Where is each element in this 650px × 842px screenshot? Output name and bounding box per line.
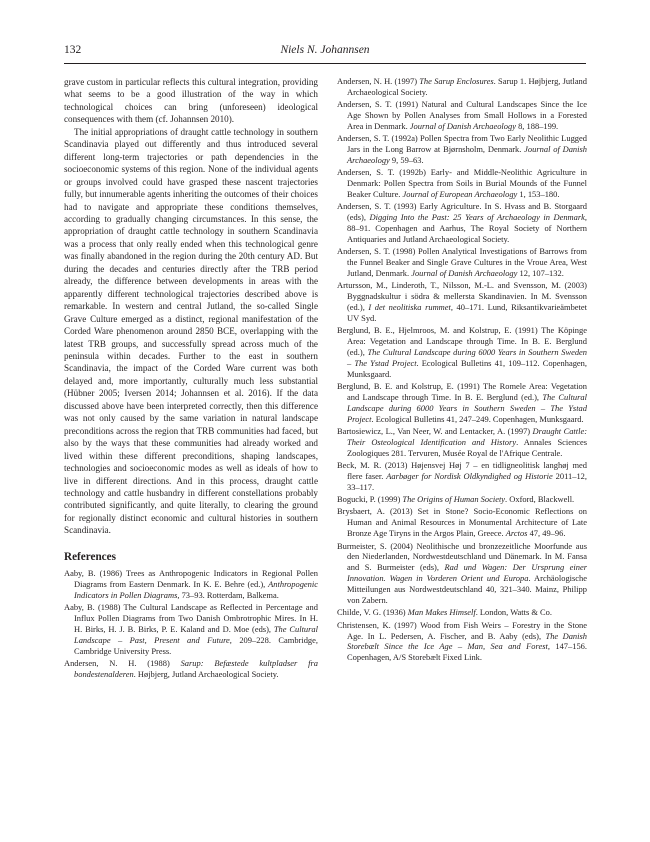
reference-entry: Bartosiewicz, L., Van Neer, W. and Lentacker, A. (1997) Draught Cattle: Their Osteological Identification and History. Annales Sciences Zoologiques 281. Tervuren, Musée Royal de l'Afrique Centrale. <box>337 426 588 459</box>
reference-list-right <box>337 76 587 663</box>
running-header <box>64 44 586 64</box>
right-column <box>337 76 587 665</box>
reference-entry: Beck, M. R. (2013) Højensvej Høj 7 – en tidligneolitisk langhøj med flere faser. Aarbøger for Nordisk Oldkyndighed og Historie 2011–12, 33–117. <box>337 460 587 493</box>
reference-entry: Andersen, S. T. (1992a) Pollen Spectra from Two Early Neolithic Lugged Jars in the Long Barrow at Bjørnsholm, Denmark. Journal of Danish Archaeology 9, 59–63. <box>337 133 587 166</box>
reference-entry: Andersen, S. T. (1993) Early Agriculture. In S. Hvass and B. Storgaard (eds), Digging Into the Past: 25 Years of Archaeology in Denmark, 88–91. Copenhagen and Aarhus, The Royal Society of Northern Antiquaries and Jutland Archaeological Society. <box>337 201 587 245</box>
body-paragraph: The initial appropriations of draught cattle technology in southern Scandinavia played out differently and thus introduced several different long-term trajectories or path dependencies in the socioeconomic systems of this region. None of the individual agents or groups involved could have grasped these nascent trajectories fully, but innumerable agents inheriting the outcomes of their choices had to navigate and appropriate these conditions themselves, according to gradually changing circumstances. In this sense, the appropriation of draught cattle technology in southern Scandinavia was a process that only really ended when this technological genre was finally abandoned in the region during the 20th century AD. But during the decades and centuries directly after the TRB period already, the difference between developments in areas with the apparently different technological trajectories described above is remarkable. In western and central Jutland, the so-called Single Grave Culture emerged as a distinct, regional manifestation of the Corded Ware phenomenon around 2850 BCE, overlapping with the latest TRB groups, and successfully spread across much of the peninsula within decades. Further to the east in southern Scandinavia, the impact of the Corded Ware current was both delayed and, more importantly, culturally much less substantial (Hübner 2005; Iversen 2014; Johannsen et al. 2016). If the data discussed above have been interpreted correctly, then this difference was not only caused by the same variation in natural landscape preconditions across the region that TRB communities had faced, but also by the ways that these communities had already worked and lived within these different preconditions, shaping landscapes, technologies and socioeconomic modes as well as ideals of how to live in different directions. And in this process, draught cattle technology and cattle husbandry in different constellations probably contributed significantly, and quite literally, to clearing the ground for regionally distinct economic and cultural histories in southern Scandinavia. <box>64 126 319 536</box>
reference-entry: Andersen, N. H. (1997) The Sarup Enclosures. Sarup 1. Højbjerg, Jutland Archaeological Society. <box>337 76 587 97</box>
page-number: 132 <box>64 44 82 56</box>
reference-entry: Artursson, M., Linderoth, T., Nilsson, M.-L. and Svensson, M. (2003) Byggnadskultur i södra & mellersta Skandinavien. In M. Svensson (ed.), I det neolitiska rummet, 40–171. Lund, Riksantikvarieämbetet UV Syd. <box>337 280 587 324</box>
reference-entry: Bogucki, P. (1999) The Origins of Human Society. Oxford, Blackwell. <box>337 494 575 505</box>
reference-entry: Andersen, S. T. (1998) Pollen Analytical Investigations of Barrows from the Funnel Beaker and Single Grave Cultures in the Vroue Area, West Jutland, Denmark. Journal of Danish Archaeology 12, 107–132. <box>337 246 587 279</box>
running-head-author: Niels N. Johannsen <box>280 44 370 56</box>
references-heading: References <box>64 550 116 563</box>
reference-entry: Childe, V. G. (1936) Man Makes Himself. London, Watts & Co. <box>337 607 552 618</box>
reference-entry: Christensen, K. (1997) Wood from Fish Weirs – Forestry in the Stone Age. In L. Pedersen, A. Fischer, and B. Aaby (eds), The Danish Storebælt Since the Ice Age – Man, Sea and Forest, 147–156. Copenhagen, A/S Storebælt Fixed Link. <box>337 619 587 663</box>
reference-entry: Aaby, B. (1986) Trees as Anthropogenic Indicators in Regional Pollen Diagrams from Eastern Denmark. In K. E. Behre (ed.), Anthropogenic Indicators in Pollen Diagrams, 73–93. Rotterdam, Balkema. <box>64 567 318 600</box>
left-column <box>64 76 318 681</box>
reference-entry: Berglund, B. E., Hjelmroos, M. and Kolstrup, E. (1991) The Köpinge Area: Vegetation and Landscape through Time. In B. E. Berglund (ed.), The Cultural Landscape during 6000 Years in Southern Sweden – The Ystad Project. Ecological Bulletins 41, 109–112. Copenhagen, Munksgaard. <box>337 325 587 380</box>
reference-entry: Andersen, S. T. (1992b) Early- and Middle-Neolithic Agriculture in Denmark: Pollen Spectra from Soils in Burial Mounds of the Funnel Beaker Culture. Journal of European Archaeology 1, 153–180. <box>337 167 587 200</box>
reference-entry: Burmeister, S. (2004) Neolithische und bronzezeitliche Moorfunde aus den Niederlanden, Nordwestdeutschland und Dänemark. In M. Fansa and S. Burmeister (eds), Rad und Wagen: Der Ursprung einer Innovation. Wagen in Vorderen Orient und Europa. Archäologische Mitteilungen aus Nordwestdeutschland 40, 321–340. Mainz, Philipp von Zabern. <box>337 540 587 606</box>
header-rule <box>64 63 586 64</box>
body-paragraph: grave custom in particular reflects this cultural integration, providing what seems to be a good illustration of the way in which technological choices can bring (unforeseen) ideological consequences with them (cf. Johannsen 2010). <box>64 77 318 125</box>
reference-entry: Aaby, B. (1988) The Cultural Landscape as Reflected in Percentage and Influx Pollen Diagrams from Two Danish Ombrotrophic Mires. In H. H. Birks, H. J. B. Birks, P. E. Kaland and D. Moe (eds), The Cultural Landscape – Past, Present and Future, 209–228. Cambridge, Cambridge University Press. <box>64 601 318 656</box>
reference-entry: Andersen, S. T. (1991) Natural and Cultural Landscapes Since the Ice Age Shown by Pollen Analyses from Small Hollows in a Forested Area in Denmark. Journal of Danish Archaeology 8, 188–199. <box>337 99 587 131</box>
reference-entry: Brysbaert, A. (2013) Set in Stone? Socio-Economic Reflections on Human and Animal Resources in Monumental Architecture of Late Bronze Age Tiryns in the Argos Plain, Greece. Arctos 47, 49–96. <box>337 506 587 539</box>
reference-entry: Andersen, N. H. (1988) Sarup: Befæstede kultpladser fra bondestenalderen. Højbjerg, Jutland Archaeological Society. <box>64 657 318 679</box>
reference-list-left <box>64 568 318 680</box>
reference-entry: Berglund, B. E. and Kolstrup, E. (1991) The Romele Area: Vegetation and Landscape through Time. In B. E. Berglund (ed.), The Cultural Landscape during 6000 Years in Southern Sweden – The Ystad Project. Ecological Bulletins 41, 247–249. Copenhagen, Munksgaard. <box>337 381 587 425</box>
